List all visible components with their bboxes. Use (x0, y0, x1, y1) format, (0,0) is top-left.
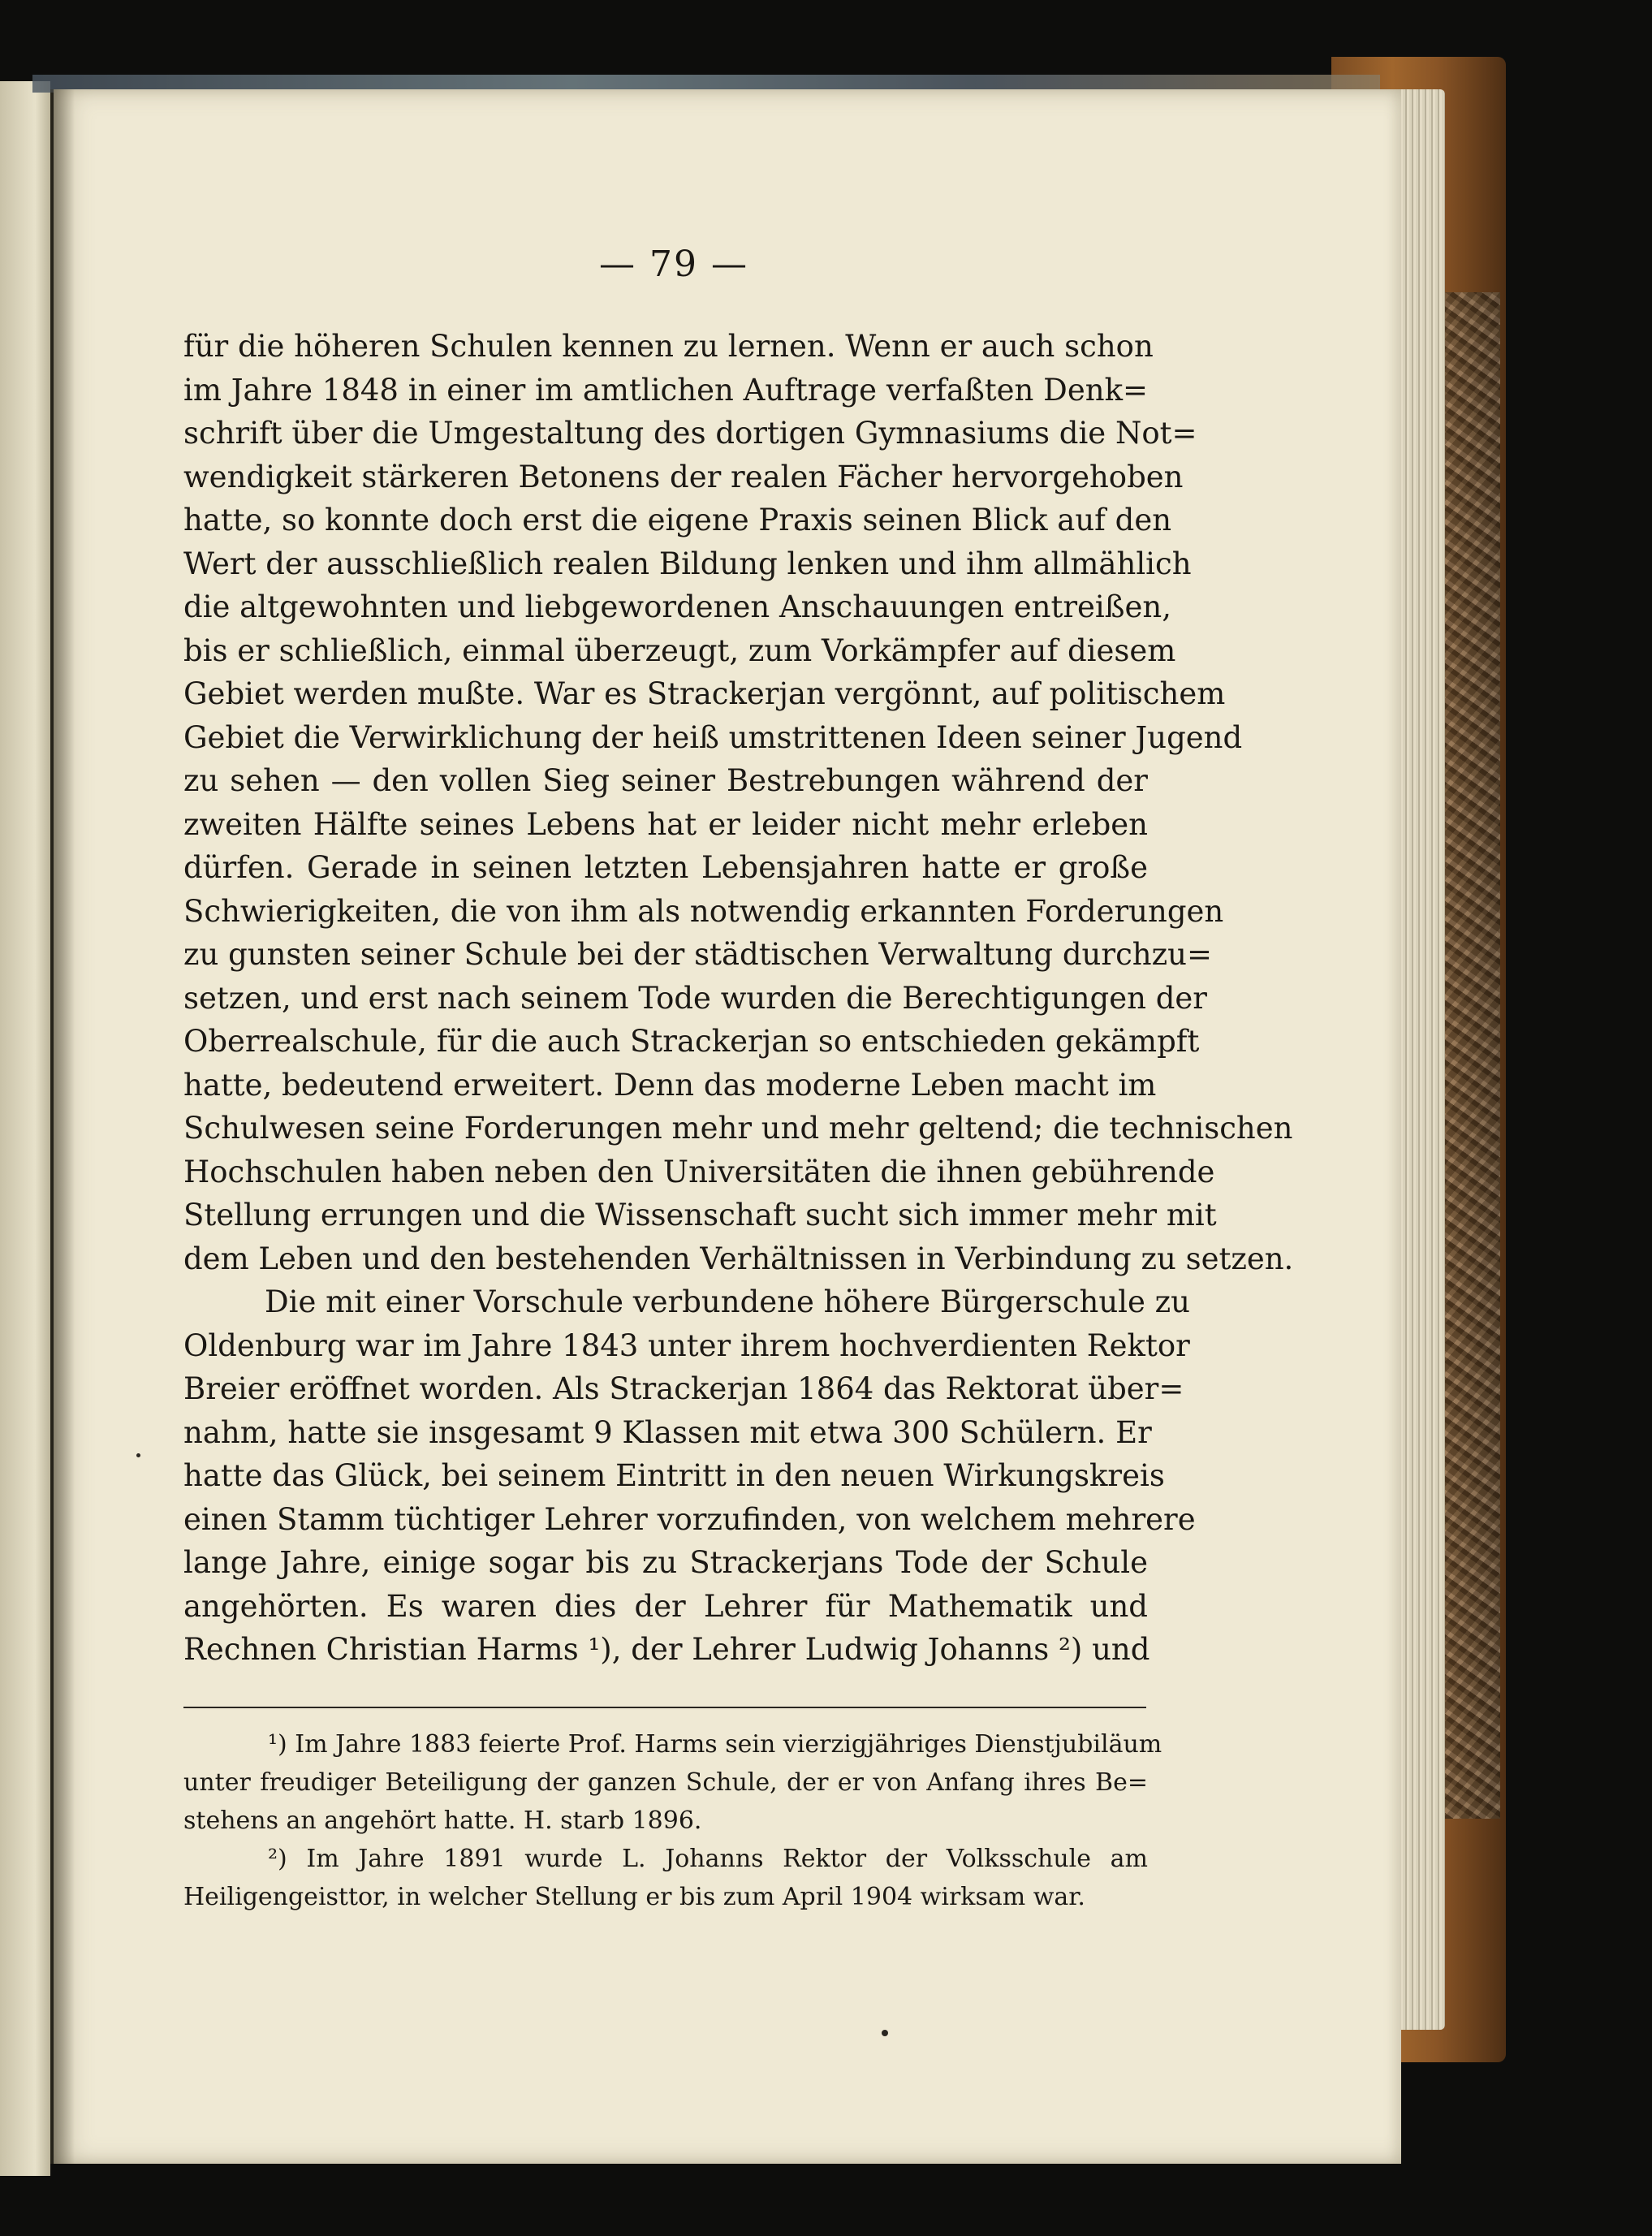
gutter-shadow (50, 89, 75, 2164)
text-line: Oldenburg war im Jahre 1843 unter ihrem hochverdienten Rektor (183, 1327, 1190, 1363)
text-line: nahm, hatte sie insgesamt 9 Klassen mit etwa 300 Schülern. Er (183, 1414, 1152, 1450)
paper-speck (882, 2030, 888, 2036)
footnotes (183, 1725, 1162, 1916)
text-line: schrift über die Umgestaltung des dortigen Gymnasiums die Not= (183, 416, 1197, 451)
text-line: im Jahre 1848 in einer im amtlichen Auftrage verfaßten Denk= (183, 372, 1148, 408)
footnote-rule (183, 1707, 1146, 1708)
text-line: hatte, bedeutend erweitert. Denn das moderne Leben macht im (183, 1067, 1157, 1103)
text-line: wendigkeit stärkeren Betonens der realen Fächer hervorgehoben (183, 459, 1184, 494)
text-line: Rechnen Christian Harms ¹), der Lehrer Ludwig Johanns ²) und (183, 1632, 1150, 1667)
text-line: Gebiet die Verwirklichung der heiß umstrittenen Ideen seiner Jugend (183, 719, 1243, 755)
text-line: bis er schließlich, einmal überzeugt, zum Vorkämpfer auf diesem (183, 632, 1176, 668)
text-line: dürfen. Gerade in seinen letzten Lebensjahren hatte er große (183, 850, 1148, 885)
paragraph-start-line: Die mit einer Vorschule verbundene höhere Bürgerschule zu (265, 1284, 1190, 1319)
footnote-1-line: unter freudiger Beteiligung der ganzen Schule, der er von Anfang ihres Be= (183, 1768, 1148, 1797)
text-line: zweiten Hälfte seines Lebens hat er leider nicht mehr erleben (183, 806, 1148, 842)
text-line: die altgewohnten und liebgewordenen Anschauungen entreißen, (183, 589, 1171, 624)
footnote-1-line: stehens an angehört hatte. H. starb 1896. (183, 1806, 702, 1835)
footnote-1-line: ¹) Im Jahre 1883 feierte Prof. Harms sein vierzigjähriges Dienstjubiläum (268, 1730, 1162, 1759)
text-line: hatte das Glück, bei seinem Eintritt in den neuen Wirkungskreis (183, 1458, 1165, 1493)
text-line: zu gunsten seiner Schule bei der städtischen Verwaltung durchzu= (183, 937, 1212, 972)
text-line: Oberrealschule, für die auch Strackerjan so entschieden gekämpft (183, 1024, 1200, 1059)
marbled-edge (1445, 292, 1500, 1819)
text-line: einen Stamm tüchtiger Lehrer vorzufinden, von welchem mehrere (183, 1501, 1196, 1537)
text-line: Schwierigkeiten, die von ihm als notwendig erkannten Forderungen (183, 893, 1224, 929)
footnote-2-line: Heiligengeisttor, in welcher Stellung er bis zum April 1904 wirksam war. (183, 1883, 1085, 1911)
text-line: für die höheren Schulen kennen zu lernen. Wenn er auch schon (183, 329, 1154, 364)
text-line: Stellung errungen und die Wissenschaft sucht sich immer mehr mit (183, 1198, 1217, 1232)
text-line: Gebiet werden mußte. War es Strackerjan vergönnt, auf politischem (183, 676, 1226, 711)
text-line: angehörten. Es waren dies der Lehrer für Mathematik und (183, 1588, 1148, 1624)
text-line: dem Leben und den bestehenden Verhältnissen in Verbindung zu setzen. (183, 1241, 1294, 1276)
text-line: hatte, so konnte doch erst die eigene Praxis seinen Blick auf den (183, 503, 1172, 537)
text-line: Hochschulen haben neben den Universitäten die ihnen gebührende (183, 1154, 1215, 1189)
text-line: lange Jahre, einige sogar bis zu Strackerjans Tode der Schule (183, 1545, 1148, 1580)
text-line: Breier eröffnet worden. Als Strackerjan 1864 das Rektorat über= (183, 1371, 1184, 1406)
paper-speck (136, 1453, 140, 1457)
text-line: setzen, und erst nach seinem Tode wurden die Berechtigungen der (183, 980, 1207, 1016)
page-edges (1396, 89, 1445, 2030)
text-line: Wert der ausschließlich realen Bildung lenken und ihm allmählich (183, 546, 1192, 581)
text-line: Schulwesen seine Forderungen mehr und mehr geltend; die technischen (183, 1111, 1293, 1146)
body-text (183, 325, 1294, 1672)
text-line: zu sehen — den vollen Sieg seiner Bestrebungen während der (183, 763, 1148, 798)
page-number: — 79 — (599, 244, 748, 285)
footnote-2-line: ²) Im Jahre 1891 wurde L. Johanns Rektor der Volksschule am (268, 1845, 1148, 1873)
facing-page-sliver (0, 81, 50, 2176)
